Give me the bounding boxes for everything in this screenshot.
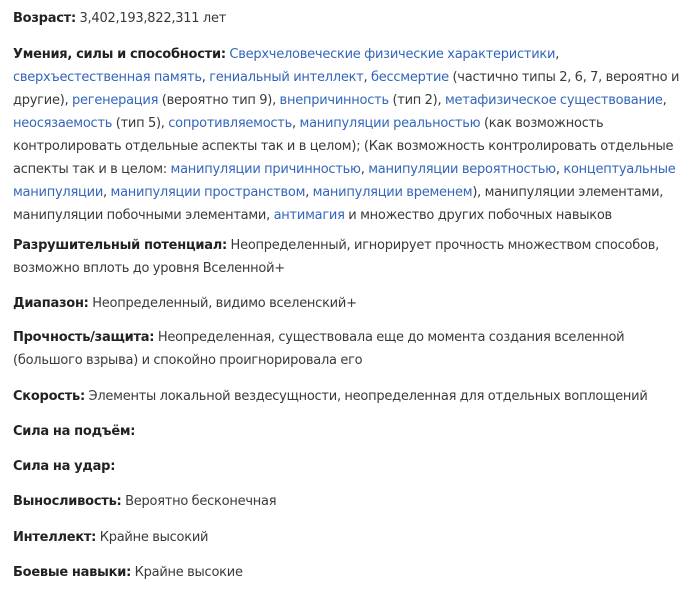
text-fragment: ,: [555, 47, 560, 62]
stat-label: Выносливость:: [13, 494, 122, 509]
stat-label: Диапазон:: [13, 296, 89, 311]
text-fragment: (тип 2),: [388, 93, 445, 108]
link-causality-manipulation[interactable]: манипуляции причинностью: [170, 162, 361, 177]
link-antimagic[interactable]: антимагия: [273, 208, 345, 223]
stat-range: [13, 292, 357, 315]
stat-striking-strength: [13, 455, 115, 478]
stat-value: 3,402,193,822,311 лет: [79, 11, 227, 26]
text-fragment: ,: [555, 162, 564, 177]
text-fragment: ,: [363, 70, 371, 85]
link-conceptual-manipulation[interactable]: концептуальные манипуляции: [13, 162, 676, 200]
stat-value: Элементы локальной вездесущности, неопределенная для отдельных воплощений: [88, 389, 648, 404]
link-genius-intelligence[interactable]: гениальный интеллект: [209, 70, 364, 85]
text-fragment: ,: [103, 185, 111, 200]
stat-value: Крайне высокие: [134, 565, 243, 580]
text-fragment: ,: [360, 162, 369, 177]
text-fragment: (вероятно тип 9),: [158, 93, 280, 108]
stat-stamina: [13, 490, 276, 513]
link-resistance[interactable]: сопротивляемость: [168, 116, 293, 131]
stat-label: Сила на удар:: [13, 459, 116, 474]
text-fragment: (как возможность контролировать отдельные аспекты так и в целом); (Как возможность контролировать отдельные аспекты так и в целом:: [13, 116, 674, 177]
stat-value: Крайне высокий: [99, 530, 209, 545]
stat-label: Разрушительный потенциал:: [13, 238, 227, 253]
link-probability-manipulation[interactable]: манипуляции вероятностью: [368, 162, 556, 177]
stat-attack-potency: [13, 234, 683, 280]
text-fragment: ,: [662, 93, 667, 108]
stat-age: [13, 7, 226, 30]
stat-value: Неопределенный, видимо вселенский+: [92, 296, 357, 311]
stat-label: Умения, силы и способности:: [13, 47, 226, 62]
link-intangibility[interactable]: неосязаемость: [13, 116, 113, 131]
stat-label: Прочность/защита:: [13, 330, 155, 345]
text-fragment: ,: [201, 70, 210, 85]
stat-label: Возраст:: [13, 11, 76, 26]
stat-abilities: [13, 43, 683, 227]
link-superhuman-physical-characteristics[interactable]: Сверхчеловеческие физические характеристики: [229, 47, 556, 62]
stat-value: Неопределенная, существовала еще до момента создания вселенной (большого взрыва) и спокойно проигнорировала его: [13, 330, 625, 368]
text-fragment: ), манипуляции элементами, манипуляции побочными элементами,: [13, 185, 664, 223]
link-metaphysical-existence[interactable]: метафизическое существование: [444, 93, 663, 108]
link-time-manipulation[interactable]: манипуляции временем: [312, 185, 473, 200]
stat-value: Вероятно бесконечная: [125, 494, 277, 509]
link-reality-manipulation[interactable]: манипуляции реальностью: [299, 116, 481, 131]
stat-label: Интеллект:: [13, 530, 97, 545]
link-supernatural-memory[interactable]: сверхъестественная память: [13, 70, 202, 85]
text-fragment: (тип 5),: [112, 116, 169, 131]
text-fragment: ,: [305, 185, 313, 200]
stat-value: Неопределенный, игнорирует прочность множеством способов, возможно вплоть до уровня Вселенной+: [13, 238, 659, 276]
stat-intelligence: [13, 526, 208, 549]
stat-speed: [13, 385, 648, 408]
stat-label: Боевые навыки:: [13, 565, 132, 580]
text-fragment: ,: [292, 116, 300, 131]
stat-durability: [13, 326, 683, 372]
link-regeneration[interactable]: регенерация: [72, 93, 159, 108]
stat-label: Скорость:: [13, 389, 85, 404]
stat-label: Сила на подъём:: [13, 424, 136, 439]
link-immortality[interactable]: бессмертие: [371, 70, 449, 85]
link-space-manipulation[interactable]: манипуляции пространством: [110, 185, 306, 200]
stat-lifting-strength: [13, 420, 135, 443]
text-fragment: (частично типы 2, 6, 7, вероятно и другие),: [13, 70, 680, 108]
link-acausality[interactable]: внепричинность: [279, 93, 389, 108]
text-fragment: и множество других побочных навыков: [344, 208, 612, 223]
stat-combat-skills: [13, 561, 243, 584]
